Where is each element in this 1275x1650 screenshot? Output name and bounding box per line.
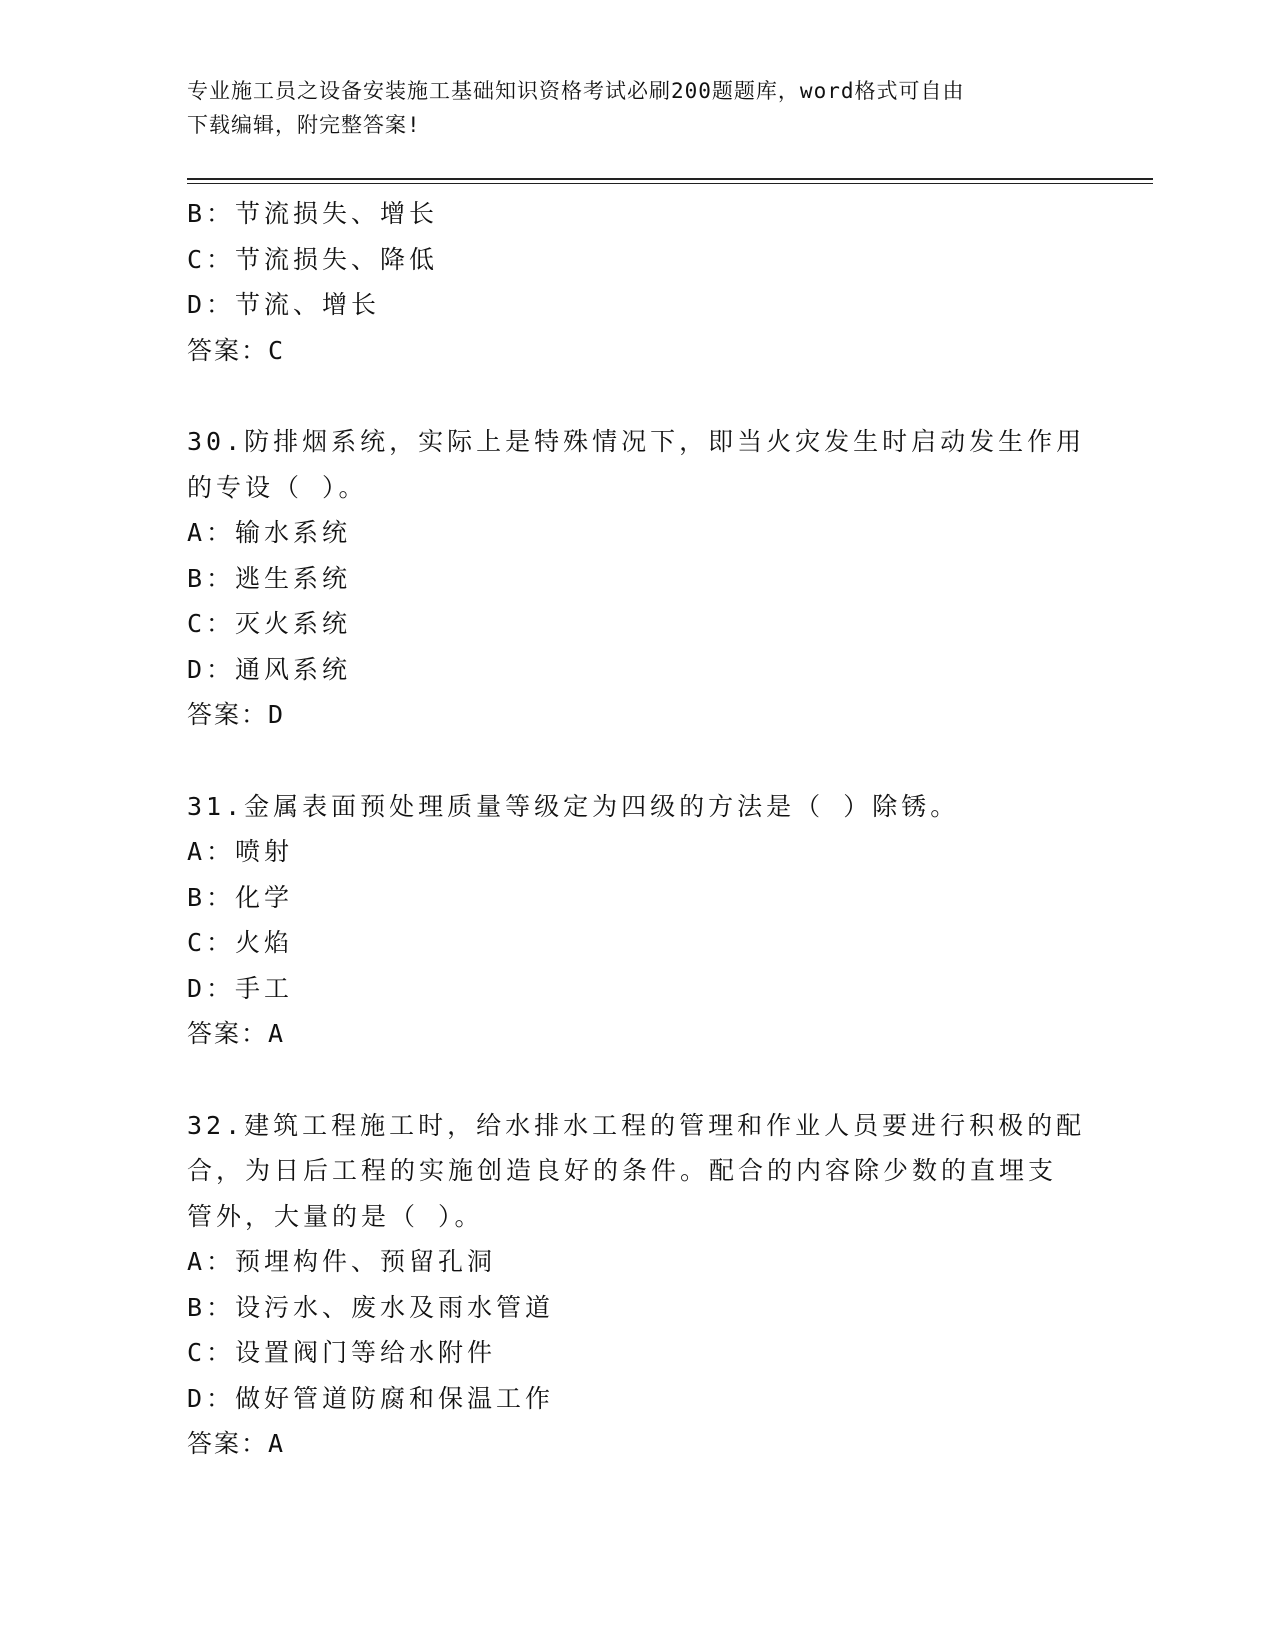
option-b: B：化学 [187, 882, 294, 912]
option-a: A：输水系统 [187, 518, 352, 547]
previous-question-block [187, 191, 1087, 373]
question-text-line: 管外，大量的是（ ）。 [187, 1201, 484, 1231]
question-text-line: 31.金属表面预处理质量等级定为四级的方法是（ ）除锈。 [187, 791, 960, 821]
option-d: D：做好管道防腐和保温工作 [187, 1383, 555, 1413]
document-header [187, 74, 1087, 142]
question-text-line: 32.建筑工程施工时，给水排水工程的管理和作业人员要进行积极的配 [187, 1110, 1086, 1140]
option-d: D：手工 [187, 973, 294, 1003]
option-a: A：喷射 [187, 837, 294, 866]
answer-line: 答案：D [187, 700, 286, 729]
header-divider-thick [187, 178, 1153, 180]
question-31 [187, 784, 1087, 1057]
option-b: B：逃生系统 [187, 563, 352, 593]
answer-line: 答案：A [187, 1429, 286, 1458]
question-text-line: 的专设（ ）。 [187, 472, 368, 502]
question-30 [187, 419, 1087, 738]
header-line-2: 下载编辑，附完整答案! [187, 113, 421, 137]
option-b: B：节流损失、增长 [187, 199, 439, 228]
header-line-1: 专业施工员之设备安装施工基础知识资格考试必刷200题题库，word格式可自由 [187, 79, 965, 103]
document-body [187, 191, 1087, 1467]
answer-line: 答案：C [187, 335, 286, 365]
option-d: D：节流、增长 [187, 290, 381, 319]
option-a: A：预埋构件、预留孔洞 [187, 1247, 497, 1276]
option-d: D：通风系统 [187, 654, 352, 684]
answer-line: 答案：A [187, 1019, 286, 1048]
question-text-line: 30.防排烟系统，实际上是特殊情况下，即当火灾发生时启动发生作用 [187, 427, 1086, 456]
option-c: C：火焰 [187, 928, 294, 957]
header-divider-thin [187, 183, 1153, 184]
option-c: C：设置阀门等给水附件 [187, 1338, 497, 1367]
option-b: B：设污水、废水及雨水管道 [187, 1292, 555, 1322]
question-32 [187, 1103, 1087, 1467]
question-text-line: 合，为日后工程的实施创造良好的条件。配合的内容除少数的直埋支 [187, 1156, 1058, 1185]
option-c: C：节流损失、降低 [187, 244, 439, 274]
option-c: C：灭火系统 [187, 609, 352, 638]
